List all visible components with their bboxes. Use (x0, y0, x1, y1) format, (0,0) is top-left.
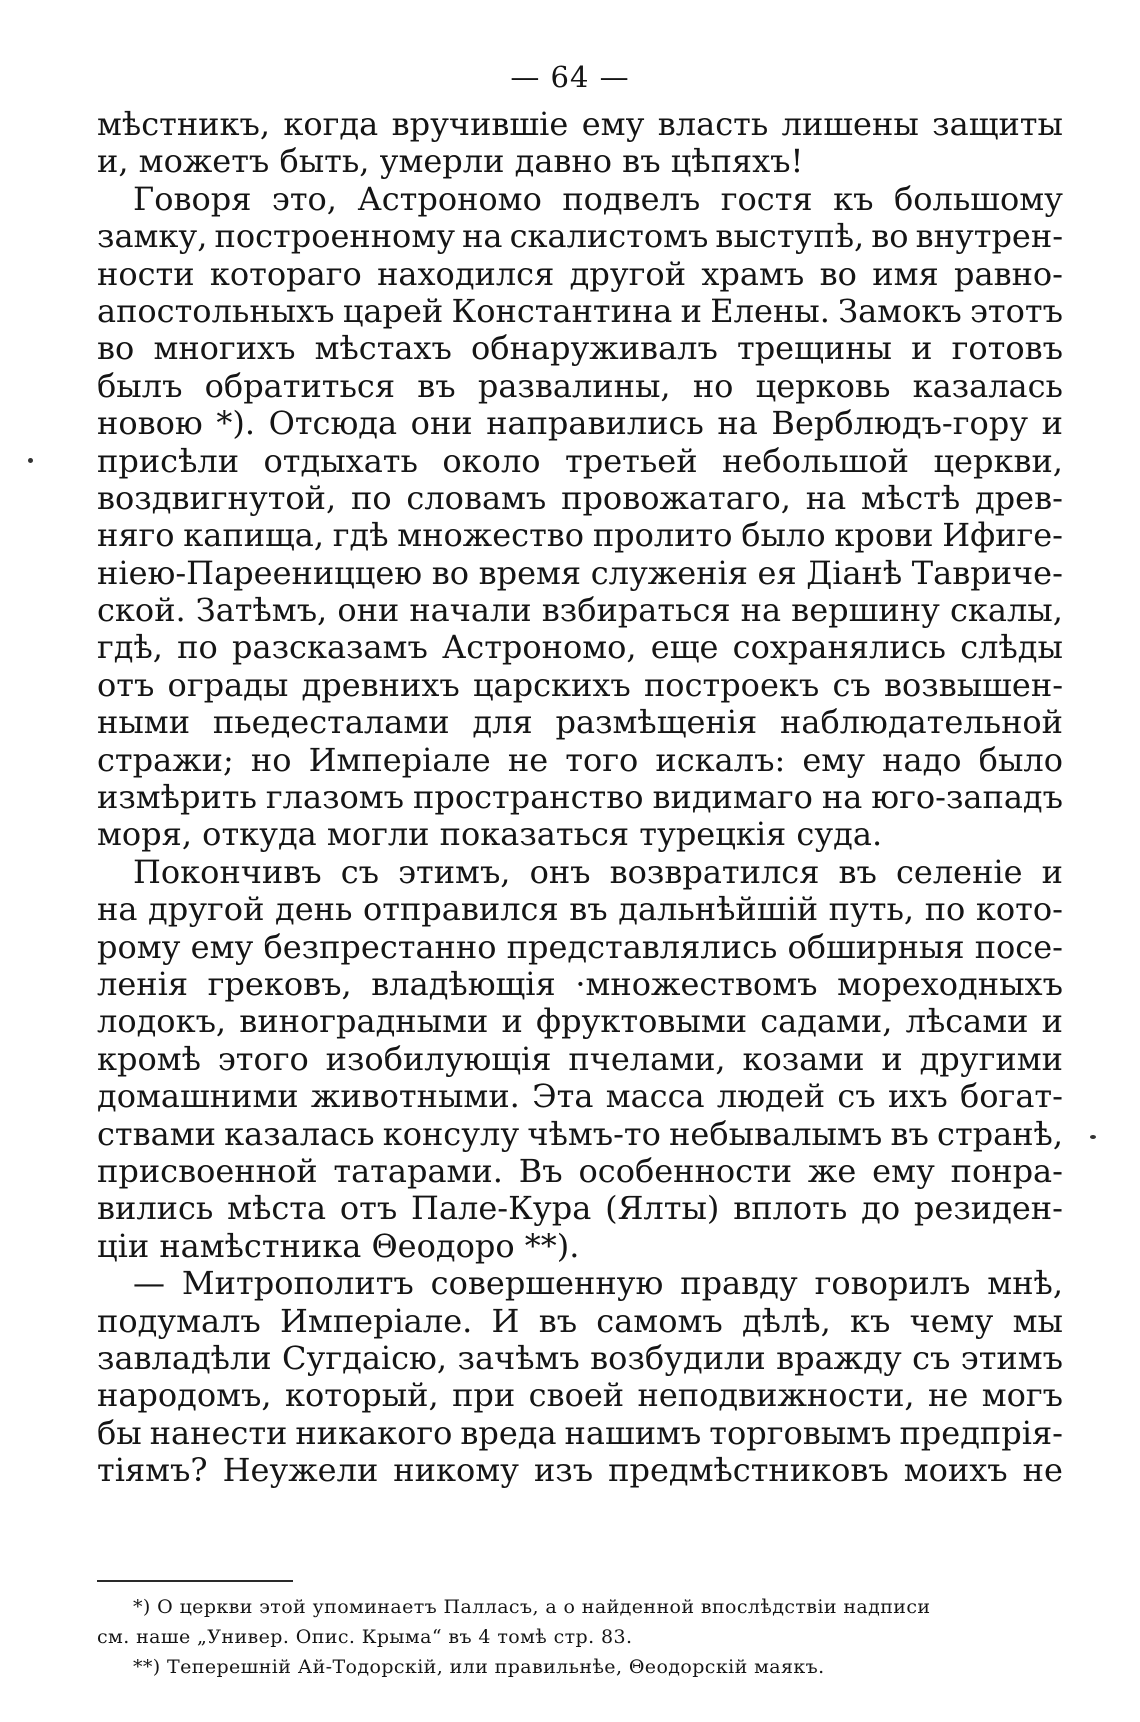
text-line: рому ему безпрестанно представлялись обширныя посе- (97, 928, 1063, 966)
page-number: — 64 — (510, 60, 630, 94)
text-line: гдѣ, по разсказамъ Астрономо, еще сохранялись слѣды (97, 629, 1063, 667)
text-line: Говоря это, Астрономо подвелъ гостя къ большому (133, 180, 1063, 218)
text-line: ными пьедесталами для размѣщенія наблюдательной (97, 704, 1063, 742)
text-line: ленія грековъ, владѣющія ·множествомъ мореходныхъ (97, 965, 1063, 1003)
text-line: няго капища, гдѣ множество пролито было крови Ифиге- (97, 517, 1063, 555)
text-line: моря, откуда могли показаться турецкія суда. (97, 816, 883, 854)
text-line: стражи; но Имперіале не того искалъ: ему надо было (97, 741, 1063, 779)
text-line: присвоенной татарами. Въ особенности же ему понра- (97, 1152, 1063, 1190)
print-speck (1090, 1135, 1096, 1139)
text-line: замку, построенному на скалистомъ выступѣ, во внутрен- (97, 218, 1063, 256)
text-line: присѣли отдыхать около третьей небольшой церкви, (97, 442, 1063, 480)
text-line: домашними животными. Эта масса людей съ ихъ богат- (97, 1078, 1063, 1116)
text-line: мѣстникъ, когда вручившіе ему власть лишены защиты (97, 106, 1063, 143)
text-line: подумалъ Имперіале. И въ самомъ дѣлѣ, къ чему мы (97, 1302, 1063, 1340)
text-line: измѣрить глазомъ пространство видимаго на юго-западъ (97, 779, 1063, 817)
text-line: былъ обратиться въ развалины, но церковь казалась (97, 367, 1063, 405)
footnote-line: **) Теперешній Ай-Тодорскій, или правильнѣе, Θеодорскій маякъ. (133, 1656, 825, 1678)
footnotes (97, 1592, 1063, 1682)
body-text (97, 106, 1063, 1489)
text-line: на другой день отправился въ дальнѣйшій путь, по кото- (97, 891, 1063, 929)
text-line: апостольныхъ царей Константина и Елены. Замокъ этотъ (97, 292, 1063, 330)
text-line: Покончивъ съ этимъ, онъ возвратился въ селеніе и (133, 853, 1063, 891)
text-line: воздвигнутой, по словамъ провожатаго, на мѣстѣ древ- (97, 479, 1063, 517)
footnote-line: см. наше „Универ. Опис. Крыма“ въ 4 томѣ стр. 83. (97, 1626, 633, 1648)
text-line: тіямъ? Неужели никому изъ предмѣстниковъ моихъ не (97, 1452, 1063, 1490)
text-line: ствами казалась консулу чѣмъ-то небывалымъ въ странѣ, (97, 1115, 1063, 1153)
text-line: ціи намѣстника Θеодоро **). (97, 1227, 580, 1265)
text-line: и, можетъ быть, умерли давно въ цѣпяхъ! (97, 143, 804, 181)
footnote-rule (97, 1580, 293, 1582)
text-line: новою *). Отсюда они направились на Верблюдъ-гору и (97, 405, 1063, 443)
text-line: ской. Затѣмъ, они начали взбираться на вершину скалы, (97, 592, 1063, 630)
text-line: — Митрополитъ совершенную правду говорилъ мнѣ, (133, 1265, 1063, 1303)
text-line: во многихъ мѣстахъ обнаруживалъ трещины и готовъ (97, 330, 1063, 368)
text-line: ніею-Пареениццею во время служенія ея Діанѣ Тавриче- (97, 554, 1063, 592)
text-line: отъ ограды древнихъ царскихъ построекъ съ возвышен- (97, 666, 1063, 704)
text-line: народомъ, который, при своей неподвижности, не могъ (97, 1377, 1063, 1415)
text-line: завладѣли Сугдаісю, зачѣмъ возбудили вражду съ этимъ (97, 1339, 1063, 1377)
footnote-line: *) О церкви этой упоминаетъ Палласъ, а о найденной впослѣдствіи надписи (133, 1596, 931, 1618)
text-line: лодокъ, виноградными и фруктовыми садами, лѣсами и (97, 1003, 1063, 1041)
print-speck (28, 458, 33, 463)
text-line: кромѣ этого изобилующія пчелами, козами и другими (97, 1040, 1063, 1078)
text-line: бы нанести никакого вреда нашимъ торговымъ предпрія- (97, 1414, 1063, 1452)
text-line: ности котораго находился другой храмъ во имя равно- (97, 255, 1063, 293)
text-line: вились мѣста отъ Пале-Кура (Ялты) вплоть до резиден- (97, 1190, 1063, 1228)
